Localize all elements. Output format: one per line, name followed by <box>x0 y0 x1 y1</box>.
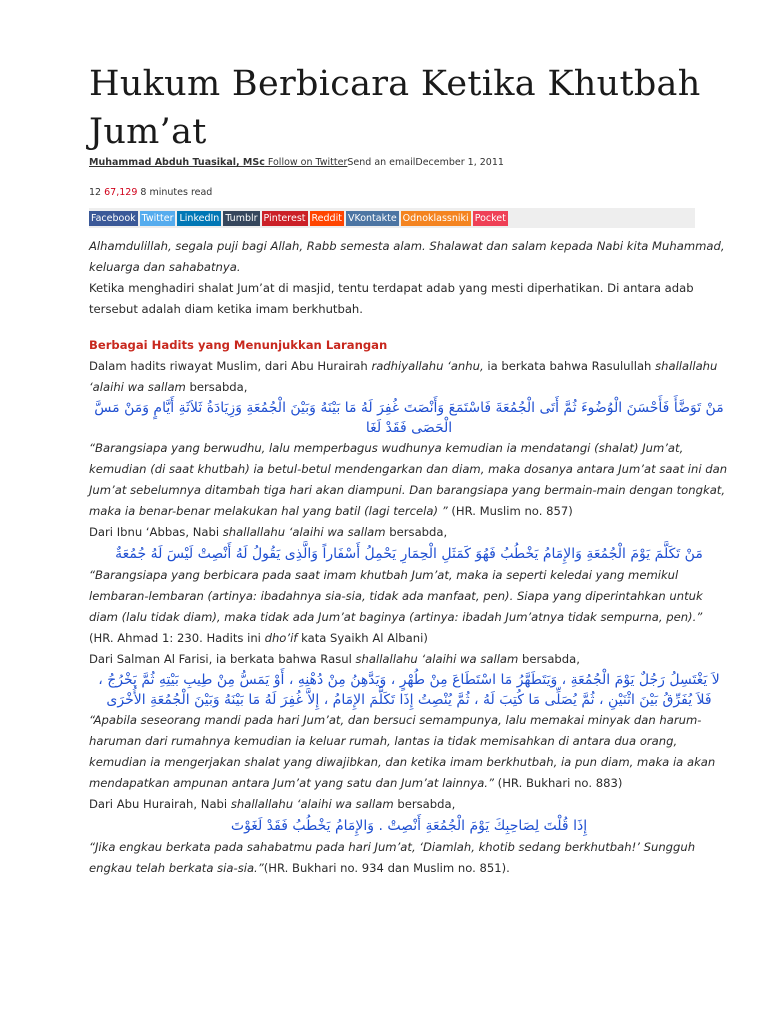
text: Dari Ibnu ‘Abbas, Nabi <box>89 525 223 539</box>
hadith-intro <box>89 356 729 398</box>
text: shallallahu ‘alaihi wa sallam <box>89 359 718 394</box>
publish-date: December 1, 2011 <box>415 157 504 168</box>
share-button-linkedin[interactable]: LinkedIn <box>179 212 220 224</box>
arabic-text: لاَ يَغْتَسِلُ رَجُلٌ يَوْمَ الْجُمُعَةِ ، وَيَتَطَهَّرُ مَا اسْتَطَاعَ مِنْ طُهْرٍ ، وَيَدَّهِنُ مِنْ دُهْنِهِ ، أَوْ يَمَسُّ مِنْ طِيبِ بَيْتِهِ ثُمَّ يَخْرُجُ ، فَلاَ يُفَرِّقُ بَيْنَ اثْنَيْنِ ، ثُمَّ يُصَلِّى مَا كُتِبَ لَهُ ، ثُمَّ يُنْصِتُ إِذَا تَكَلَّمَ الإِمَامُ ، إِلاَّ غُفِرَ لَهُ مَا بَيْنَهُ وَبَيْنَ الْجُمُعَةِ الأُخْرَى <box>98 672 720 708</box>
arabic-text: مَنْ تَوَضَّأَ فَأَحْسَنَ الْوُضُوءَ ثُمَّ أَتَى الْجُمُعَةَ فَاسْتَمَعَ وَأَنْصَتَ غُفِرَ لَهُ مَا بَيْنَهُ وَبَيْنَ الْجُمُعَةِ وَزِيَادَةُ ثَلاَثَةِ أَيَّامٍ وَمَنْ مَسَّ الْحَصَى فَقَدْ لَغَا <box>94 400 724 436</box>
share-button-pocket[interactable]: Pocket <box>474 212 506 224</box>
intro-paragraph: Alhamdulillah, segala puji bagi Allah, Rabb semesta alam. Shalawat dan salam kepada Nabi kita Muhammad, keluarga dan sahabatnya. <box>89 239 725 274</box>
text: Dari Abu Hurairah, Nabi <box>89 797 231 811</box>
translation <box>89 710 729 794</box>
section-heading: Berbagai Hadits yang Menunjukkan Larangan <box>89 338 388 352</box>
text: Dari Salman Al Farisi, ia berkata bahwa Rasul <box>89 652 356 666</box>
hadith-intro <box>89 794 729 815</box>
text: dho’if <box>264 631 298 645</box>
text: Dalam hadits riwayat Muslim, dari Abu Hurairah <box>89 359 372 373</box>
hadith-intro <box>89 522 729 543</box>
reference: (HR. Muslim no. 857) <box>447 504 573 518</box>
send-email-link[interactable]: Send an email <box>347 157 416 168</box>
article-body <box>89 236 729 879</box>
text: shallallahu ‘alaihi wa sallam <box>230 797 394 811</box>
text: bersabda, <box>385 525 448 539</box>
translation <box>89 837 729 879</box>
read-time: 8 minutes read <box>140 187 213 198</box>
view-count: 67,129 <box>104 187 138 198</box>
follow-twitter-link[interactable]: Follow on Twitter <box>264 157 348 168</box>
text: bersabda, <box>185 380 248 394</box>
text: bersabda, <box>393 797 456 811</box>
text: bersabda, <box>518 652 580 666</box>
text: “Barangsiapa yang berwudhu, lalu memperbagus wudhunya kemudian ia mendatangi (shalat) Jum’at, kemudian (di saat khutbah) ia betul-betul mendengarkan dan diam, maka dosanya antara Jum’at saat ini dan Jum’at sebelumnya ditambah tiga hari akan diampuni. Dan barangsiapa yang bermain-main dengan tongkat, maka ia benar-benar melakukan hal yang batil (lagi tercela) ” <box>89 441 728 518</box>
share-button-tumblr[interactable]: Tumblr <box>225 212 258 224</box>
share-button-reddit[interactable]: Reddit <box>311 212 342 224</box>
reference: (HR. Ahmad 1: 230. Hadits ini <box>89 631 265 645</box>
share-button-pinterest[interactable]: Pinterest <box>263 212 306 224</box>
comment-count[interactable]: 12 <box>89 187 102 198</box>
text: “Apabila seseorang mandi pada hari Jum’at, dan bersuci semampunya, lalu memakai minyak dan harum-haruman dari rumahnya kemudian ia keluar rumah, lantas ia tidak memisahkan di antara dua orang, kemudian ia mengerjakan shalat yang diwajibkan, dan ketika imam berkhutbah, ia pun diam, maka ia akan mendapatkan ampunan antara Jum’at yang satu dan Jum’at lainnya.” <box>89 713 716 790</box>
arabic-text: مَنْ تَكَلَّمَ يَوْمَ الْجُمُعَةِ وَالإِمَامُ يَخْطُبُ فَهُوَ كَمَثَلِ الْحِمَارِ يَحْمِلُ أَسْفَاراً وَالَّذِى يَقُولُ لَهُ أَنْصِتْ لَيْسَ لَهُ جُمُعَةٌ <box>115 546 703 562</box>
reference: kata Syaikh Al Albani) <box>297 631 428 645</box>
text: shallallahu ‘alaihi wa sallam <box>355 652 519 666</box>
reference: (HR. Bukhari no. 883) <box>494 776 623 790</box>
share-button-odnoklassniki[interactable]: Odnoklassniki <box>402 212 469 224</box>
translation <box>89 565 729 649</box>
translation <box>89 438 729 522</box>
text: radhiyallahu ‘anhu, <box>371 359 484 373</box>
text: ia berkata bahwa Rasulullah <box>483 359 656 373</box>
text: “Jika engkau berkata pada sahabatmu pada hari Jum’at, ‘Diamlah, khotib sedang berkhutbah!’ Sungguh engkau telah berkata sia-sia.” <box>89 840 696 875</box>
byline <box>89 157 504 168</box>
share-bar <box>89 208 695 228</box>
intro-paragraph: Ketika menghadiri shalat Jum’at di masjid, tentu terdapat adab yang mesti diperhatikan. Di antara adab tersebut adalah diam ketika imam berkhutbah. <box>89 281 694 316</box>
text: “Barangsiapa yang berbicara pada saat imam khutbah Jum’at, maka ia seperti keledai yang memikul lembaran-lembaran (artinya: ibadahnya sia-sia, tidak ada manfaat, pen). Siapa yang diperintahkan untuk diam (lalu tidak diam), maka tidak ada Jum’at baginya (artinya: ibadah Jum’atnya tidak sempurna, pen).” <box>89 568 703 624</box>
share-button-vkontakte[interactable]: VKontakte <box>347 212 397 224</box>
share-button-twitter[interactable]: Twitter <box>141 212 174 224</box>
text: shallallahu ‘alaihi wa sallam <box>222 525 386 539</box>
reference: (HR. Bukhari no. 934 dan Muslim no. 851). <box>263 861 510 875</box>
article-stats <box>89 187 212 198</box>
hadith-intro <box>89 649 729 670</box>
arabic-text: إِذَا قُلْتَ لِصَاحِبِكَ يَوْمَ الْجُمُعَةِ أَنْصِتْ . وَالإِمَامُ يَخْطُبُ فَقَدْ لَغَوْتَ <box>230 818 588 834</box>
share-button-facebook[interactable]: Facebook <box>91 212 136 224</box>
article-title: Hukum Berbicara Ketika Khutbah Jum’at <box>89 64 701 152</box>
author-link[interactable]: Muhammad Abduh Tuasikal, MSc <box>89 157 265 168</box>
